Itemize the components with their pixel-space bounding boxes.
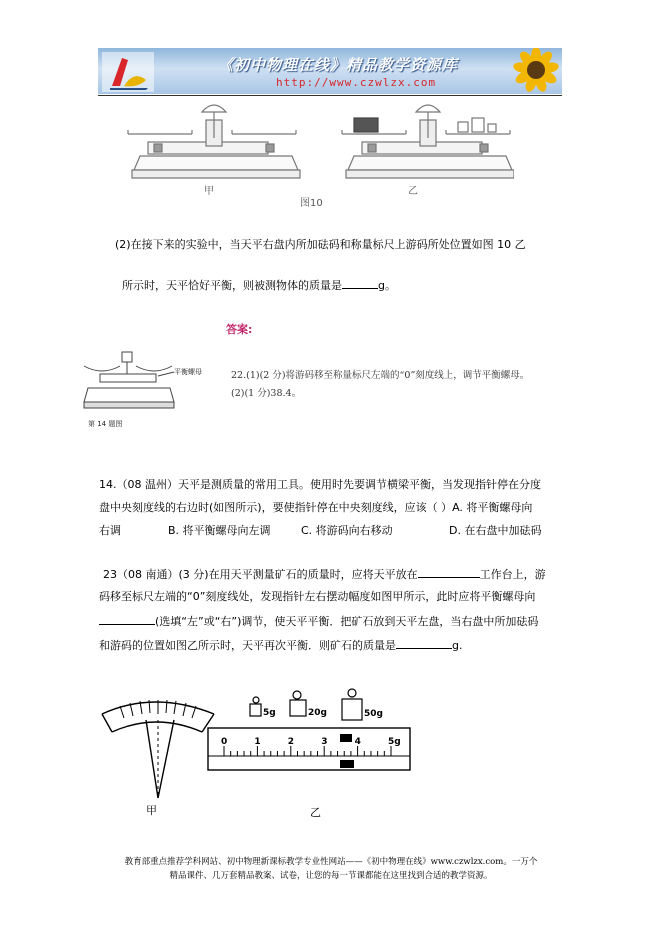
q22-part2-line2-suffix: g。 bbox=[378, 279, 396, 292]
q23-line1 bbox=[103, 567, 546, 582]
q23-weights-ruler-figure bbox=[202, 688, 416, 780]
figure-10-balances bbox=[118, 98, 514, 210]
figure-10-label-yi: 乙 bbox=[408, 186, 418, 197]
ruler-tick-label: 4 bbox=[354, 737, 361, 747]
q23-blank-3 bbox=[396, 638, 452, 649]
q14-option-b: B. 将平衡螺母向左调 bbox=[168, 524, 271, 537]
q23-label-yi: 乙 bbox=[310, 806, 321, 819]
q23-line3-suffix: (选填“左”或“右”)调节，使天平平衡．把矿石放到天平左盘，当右盘中所加砝码 bbox=[155, 615, 539, 628]
q23-line2: 码移至标尺左端的“0”刻度线处，发现指针左右摆动幅度如图甲所示，此时应将平衡螺母向 bbox=[99, 590, 536, 603]
banner-divider bbox=[98, 95, 562, 96]
balance-yi bbox=[342, 105, 514, 178]
rider-bottom bbox=[340, 760, 354, 768]
weight-20g-label: 20g bbox=[308, 708, 327, 718]
figure-10-caption: 图10 bbox=[300, 198, 323, 209]
q22-part2-line2-prefix: 所示时，天平恰好平衡，则被测物体的质量是 bbox=[122, 279, 342, 292]
footer-line1: 教育部重点推荐学科网站、初中物理新课标教学专业性网站——《初中物理在线》www.czwlzx.com。一万个 bbox=[124, 857, 538, 867]
q23-dial-figure bbox=[98, 694, 218, 802]
q23-line1-suffix: 工作台上，游 bbox=[479, 568, 546, 581]
banner-url[interactable]: http://www.czwlzx.com bbox=[276, 76, 437, 89]
q23-line3 bbox=[99, 614, 538, 629]
rider-top bbox=[340, 734, 352, 742]
ruler-tick-label: 0 bbox=[221, 737, 228, 747]
banner-title: 《初中物理在线》精品教学资源库 bbox=[218, 56, 459, 74]
q23-label-jia: 甲 bbox=[146, 804, 157, 817]
ruler-tick-label: 3 bbox=[321, 737, 328, 747]
ruler-tick-label: 2 bbox=[287, 737, 295, 747]
weight-50g bbox=[342, 689, 362, 720]
site-logo-icon bbox=[102, 52, 154, 92]
q14-line2: 盘中央刻度线的右边时(如图所示)，要使指针停在中央刻度线，应该（ ）A. 将平衡螺母向 bbox=[99, 501, 533, 514]
q22-answer-blank bbox=[342, 278, 378, 289]
q14-option-c: C. 将游码向右移动 bbox=[301, 524, 393, 537]
q14-option-d: D. 在右盘中加砝码 bbox=[449, 524, 542, 537]
q23-line4-suffix: g. bbox=[452, 639, 463, 652]
answer-label: 答案: bbox=[226, 323, 253, 336]
answer-figure-caption: 第 14 题图 bbox=[88, 420, 123, 428]
q23-line1-prefix: 23（08 南通）(3 分)在用天平测量矿石的质量时，应将天平放在 bbox=[103, 568, 418, 581]
weight-20g bbox=[290, 691, 306, 716]
answer-line1: 22.(1)(2 分)将游码移至称量标尺左端的“0”刻度线上，调节平衡螺母。 bbox=[231, 370, 530, 381]
q23-blank-1 bbox=[418, 567, 480, 578]
q14-option-a-end: 右调 bbox=[99, 524, 121, 537]
site-banner bbox=[98, 48, 562, 94]
ruler-frame bbox=[208, 728, 410, 770]
weight-50g-label: 50g bbox=[364, 709, 383, 719]
balance-jia bbox=[128, 105, 300, 178]
footer-line2: 精品课件、几万套精品教案、试卷，让您的每一节课都能在这里找到合适的教学资源。 bbox=[169, 871, 493, 881]
answer-balance-figure bbox=[78, 348, 210, 430]
sunflower-icon bbox=[506, 48, 562, 94]
q22-part2-line1: (2)在接下来的实验中，当天平右盘内所加砝码和称量标尺上游码所处位置如图 10 乙 bbox=[115, 238, 526, 251]
q23-blank-2 bbox=[99, 614, 155, 625]
q22-part2-line2 bbox=[122, 278, 396, 293]
weight-5g bbox=[250, 697, 261, 716]
ruler-tick-label: 5g bbox=[388, 737, 401, 747]
weight-5g-label: 5g bbox=[263, 708, 276, 718]
ruler-tick-label: 1 bbox=[254, 737, 261, 747]
answer-line2: (2)(1 分)38.4。 bbox=[231, 388, 302, 399]
q14-line1: 14.（08 温州）天平是测质量的常用工具。使用时先要调节横梁平衡，当发现指针停在分度 bbox=[99, 478, 541, 491]
figure-10-label-jia: 甲 bbox=[204, 186, 214, 197]
q23-line4 bbox=[99, 638, 462, 653]
q23-line4-prefix: 和游码的位置如图乙所示时，天平再次平衡．则矿石的质量是 bbox=[99, 639, 396, 652]
answer-figure-label: 平衡螺母 bbox=[174, 368, 202, 376]
